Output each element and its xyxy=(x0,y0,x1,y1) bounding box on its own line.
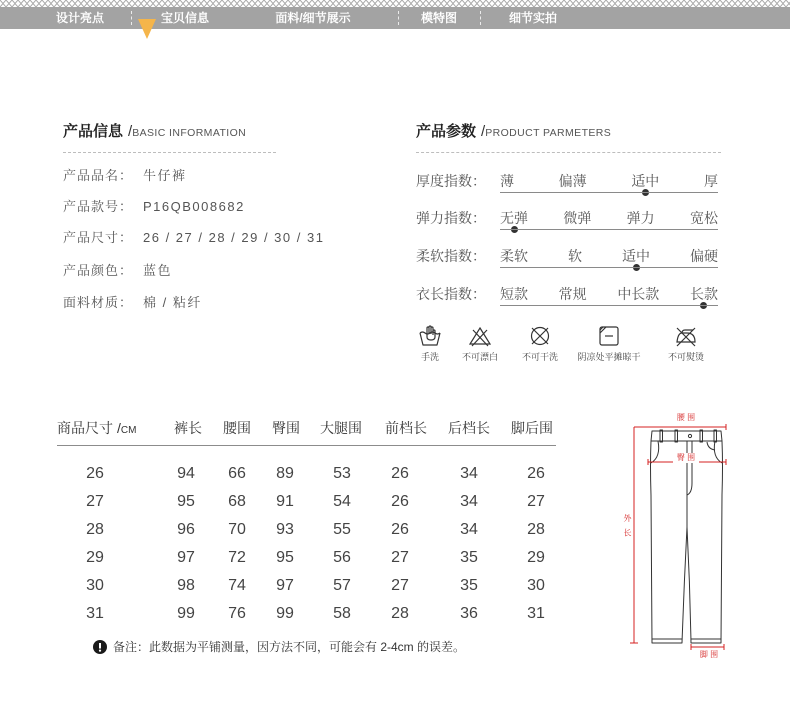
param-option xyxy=(563,209,591,227)
table-column-header: 前档长 xyxy=(385,420,427,436)
table-row xyxy=(0,464,600,484)
param-row-stretch xyxy=(416,209,718,233)
table-cell: 28 xyxy=(527,521,545,538)
note-text: 备注：此数据为平铺测量，因方法不同，可能会有 2-4cm 的误差。 xyxy=(113,640,466,654)
param-option-text: 偏薄 xyxy=(558,173,587,189)
param-option xyxy=(690,285,718,303)
param-option-text: 无弹 xyxy=(500,210,528,226)
table-column-header: 腰围 xyxy=(223,420,251,436)
params-subtitle: PRODUCT PARMETERS xyxy=(485,127,612,139)
param-options xyxy=(500,209,718,227)
active-tab-indicator-icon xyxy=(138,19,156,39)
table-cell: 27 xyxy=(527,493,545,510)
param-option-text: 适中 xyxy=(631,173,660,189)
table-cell: 55 xyxy=(333,521,351,538)
no-iron-icon xyxy=(674,324,698,348)
table-cell: 36 xyxy=(460,605,478,622)
table-cell: 29 xyxy=(527,549,545,566)
param-option xyxy=(690,209,718,227)
table-cell-size: 31 xyxy=(86,605,104,622)
dry-flat-in-shade-icon xyxy=(597,324,621,348)
param-option xyxy=(559,285,587,303)
size-table-header-divider xyxy=(57,445,556,446)
table-cell-size: 28 xyxy=(86,521,104,538)
nav-bar xyxy=(0,7,790,29)
table-cell: 89 xyxy=(276,465,294,482)
param-option-text: 适中 xyxy=(622,248,650,264)
info-value: 牛仔裤 xyxy=(143,168,187,183)
param-option xyxy=(627,209,655,227)
care-item-no-iron xyxy=(656,324,716,364)
table-cell: 74 xyxy=(228,577,246,594)
table-cell: 66 xyxy=(228,465,246,482)
zigzag-border xyxy=(0,0,790,7)
hip-label: 臀 围 xyxy=(673,453,699,463)
table-cell: 26 xyxy=(391,465,409,482)
info-label: 产品品名： xyxy=(63,168,134,183)
params-heading xyxy=(416,122,611,142)
table-cell: 91 xyxy=(276,493,294,510)
info-row-style-no xyxy=(63,198,363,216)
table-cell: 35 xyxy=(460,577,478,594)
table-cell: 95 xyxy=(177,493,195,510)
nav-separator xyxy=(480,11,481,25)
param-option-text: 软 xyxy=(568,248,582,264)
param-options xyxy=(500,247,718,265)
table-cell: 98 xyxy=(177,577,195,594)
table-column-header: 脚后围 xyxy=(511,420,553,436)
info-value: P16QB008682 xyxy=(143,199,245,214)
info-value: 棉 / 粘纤 xyxy=(143,295,202,310)
size-table-title-text: 商品尺寸 xyxy=(57,420,113,436)
table-cell: 70 xyxy=(228,521,246,538)
basic-info-divider xyxy=(63,152,276,153)
param-option-text: 宽松 xyxy=(689,210,718,226)
param-label: 衣长指数： xyxy=(416,286,486,302)
table-cell-size: 26 xyxy=(86,465,104,482)
size-table-unit: CM xyxy=(120,425,137,436)
care-label: 阴凉处平摊晾干 xyxy=(577,352,641,362)
info-row-name xyxy=(63,167,363,185)
table-cell: 53 xyxy=(333,465,351,482)
param-option xyxy=(631,172,659,190)
table-column-header: 大腿围 xyxy=(320,420,362,436)
nav-separator xyxy=(398,11,399,25)
tab-product-info[interactable]: 宝贝信息 xyxy=(160,11,209,25)
size-table-title xyxy=(57,419,136,440)
care-label: 不可漂白 xyxy=(461,352,498,362)
param-option-text: 长款 xyxy=(689,286,718,302)
table-cell: 54 xyxy=(333,493,351,510)
info-row-color xyxy=(63,262,363,280)
table-cell: 26 xyxy=(391,493,409,510)
param-option xyxy=(568,247,582,265)
param-option-text: 薄 xyxy=(500,173,514,189)
param-option xyxy=(622,247,650,265)
heading-slash: / xyxy=(481,123,486,140)
param-option xyxy=(500,172,514,190)
param-options xyxy=(500,172,718,190)
param-row-softness xyxy=(416,247,718,271)
table-cell: 34 xyxy=(460,521,478,538)
table-cell: 26 xyxy=(391,521,409,538)
param-row-length xyxy=(416,285,718,309)
param-option xyxy=(500,285,528,303)
info-label: 面料材质： xyxy=(63,295,134,310)
hem-label: 脚 围 xyxy=(699,650,719,659)
table-cell: 26 xyxy=(527,465,545,482)
hand-wash-icon xyxy=(418,324,442,348)
no-bleach-icon xyxy=(468,324,492,348)
param-options xyxy=(500,285,718,303)
table-cell: 95 xyxy=(276,549,294,566)
table-cell: 93 xyxy=(276,521,294,538)
basic-info-title: 产品信息 xyxy=(63,123,124,140)
table-cell: 72 xyxy=(228,549,246,566)
care-label: 不可干洗 xyxy=(521,352,558,362)
info-row-sizes xyxy=(63,229,363,247)
param-scale-line xyxy=(500,305,718,306)
param-option-text: 微弹 xyxy=(563,210,592,226)
table-cell: 35 xyxy=(460,549,478,566)
param-option-text: 常规 xyxy=(558,286,587,302)
basic-info-heading xyxy=(63,122,246,142)
param-option-text: 中长款 xyxy=(617,286,660,302)
heading-slash: / xyxy=(117,420,121,436)
table-column-header: 裤长 xyxy=(174,420,202,436)
care-label: 手洗 xyxy=(420,352,439,362)
param-label: 弹力指数： xyxy=(416,210,486,226)
measurement-note xyxy=(93,639,513,655)
nav-separator xyxy=(131,11,132,25)
table-cell: 30 xyxy=(527,577,545,594)
param-option-text: 短款 xyxy=(500,286,528,302)
params-divider xyxy=(416,152,721,153)
table-cell: 94 xyxy=(177,465,195,482)
table-cell: 97 xyxy=(276,577,294,594)
param-option-text: 弹力 xyxy=(626,210,655,226)
table-cell: 28 xyxy=(391,605,409,622)
table-cell: 68 xyxy=(228,493,246,510)
param-label: 柔软指数： xyxy=(416,248,486,264)
care-item-no-bleach xyxy=(450,324,510,364)
info-value: 26 / 27 / 28 / 29 / 30 / 31 xyxy=(143,230,325,245)
table-cell: 58 xyxy=(333,605,351,622)
info-label: 产品颜色： xyxy=(63,263,134,278)
table-cell: 97 xyxy=(177,549,195,566)
table-cell: 27 xyxy=(391,577,409,594)
table-cell-size: 30 xyxy=(86,577,104,594)
care-label: 不可熨烫 xyxy=(667,352,704,362)
exclamation-icon xyxy=(93,640,107,654)
table-row xyxy=(0,576,600,596)
table-cell: 56 xyxy=(333,549,351,566)
table-cell: 99 xyxy=(177,605,195,622)
care-item-dry-flat-shade xyxy=(569,324,649,364)
tab-fabric-details[interactable]: 面料/细节展示 xyxy=(275,11,351,25)
table-cell-size: 27 xyxy=(86,493,104,510)
param-option xyxy=(617,285,659,303)
table-row xyxy=(0,604,600,624)
param-row-thickness xyxy=(416,172,718,196)
table-cell: 76 xyxy=(228,605,246,622)
tab-detail-photos[interactable]: 细节实拍 xyxy=(508,11,557,25)
size-table xyxy=(0,410,600,630)
param-option xyxy=(704,172,718,190)
info-value: 蓝色 xyxy=(143,263,173,278)
tab-model-photos[interactable]: 模特图 xyxy=(420,11,457,25)
info-label: 产品尺寸： xyxy=(63,230,134,245)
no-dry-clean-icon xyxy=(528,324,552,348)
table-cell: 31 xyxy=(527,605,545,622)
waist-label: 腰 围 xyxy=(676,413,696,422)
table-cell-size: 29 xyxy=(86,549,104,566)
table-cell: 34 xyxy=(460,493,478,510)
heading-slash: / xyxy=(128,123,133,140)
param-option-text: 偏硬 xyxy=(690,248,718,264)
param-option xyxy=(690,247,718,265)
jeans-measurement-diagram xyxy=(620,405,740,655)
outer-length-label: 外 长 xyxy=(623,514,632,539)
param-option-text: 柔软 xyxy=(500,248,528,264)
param-option xyxy=(500,209,528,227)
table-cell: 57 xyxy=(333,577,351,594)
info-row-material xyxy=(63,294,363,312)
info-label: 产品款号： xyxy=(63,199,134,214)
params-title: 产品参数 xyxy=(416,123,477,140)
table-cell: 34 xyxy=(460,465,478,482)
param-option xyxy=(500,247,528,265)
table-cell: 96 xyxy=(177,521,195,538)
table-cell: 27 xyxy=(391,549,409,566)
param-scale-line xyxy=(500,192,718,193)
table-row xyxy=(0,520,600,540)
table-column-header: 后档长 xyxy=(448,420,490,436)
param-option-text: 厚 xyxy=(703,173,718,189)
param-scale-line xyxy=(500,229,718,230)
table-row xyxy=(0,492,600,512)
table-row xyxy=(0,548,600,568)
param-scale-line xyxy=(500,267,718,268)
basic-info-subtitle: BASIC INFORMATION xyxy=(132,127,247,139)
tab-design-highlights[interactable]: 设计亮点 xyxy=(55,11,104,25)
care-item-no-dry-clean xyxy=(510,324,570,364)
waist-measure-line xyxy=(634,424,726,430)
table-column-header: 臀围 xyxy=(272,420,300,436)
param-option xyxy=(559,172,587,190)
param-label: 厚度指数： xyxy=(416,173,486,189)
table-cell: 99 xyxy=(276,605,294,622)
